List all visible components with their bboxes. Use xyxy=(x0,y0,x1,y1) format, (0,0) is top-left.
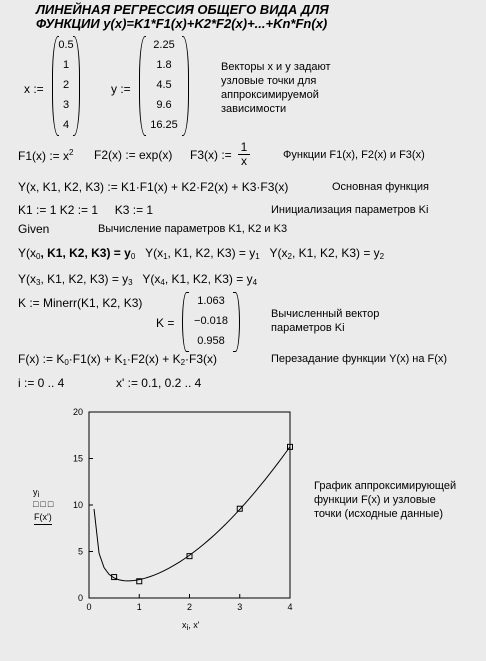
y-value: 4.5 xyxy=(156,79,172,91)
x-value: 4 xyxy=(62,119,70,131)
f3-definition: F3(x) := xyxy=(190,148,232,162)
y-tick-label: 20 xyxy=(72,407,83,417)
x-tick-label: 3 xyxy=(237,602,243,612)
x-tick-label: 2 xyxy=(186,602,193,612)
x-vector xyxy=(52,36,80,136)
plot-frame xyxy=(89,412,290,598)
y-value: 1.8 xyxy=(156,59,172,71)
y-vector xyxy=(139,36,189,136)
f2-definition: F2(x) := exp(x) xyxy=(94,148,173,162)
x-axis-label: $x_i$, x' xyxy=(182,620,200,632)
main-function-comment: Основная функция xyxy=(332,181,430,193)
range-i: i := 0 .. 4 xyxy=(18,376,65,390)
given-keyword: Given xyxy=(18,222,50,236)
y-value: 9.6 xyxy=(156,99,172,111)
k-value: 1.063 xyxy=(197,295,225,307)
main-function-definition: Y(x, K1, K2, K3) := K1·F1(x) + K2·F2(x) + K3·F3(x) xyxy=(18,180,289,194)
title-line-2: ФУНКЦИИ y(x)=K1*F1(x)+K2*F2(x)+...+Kn*Fn(x) xyxy=(36,16,328,31)
constraint-equations-row-1: $Y(x_0$, K1, K2, $K3) = y_0$ $Y(x_1$, K1, K2, $K3) = y_1$ $Y(x_2$, K1, K2, $K3) = y_2$ xyxy=(18,246,385,261)
x-value: 3 xyxy=(62,99,70,111)
x-value: 2 xyxy=(62,79,70,91)
k-result-label: K = xyxy=(156,316,175,330)
f1-definition: F1(x) := $x^2$ xyxy=(18,148,74,163)
parameters-init: K1 := 1 K2 := 1 K3 := 1 xyxy=(18,203,154,217)
y-axis-label-top: $y_i$ xyxy=(33,487,40,499)
x-assign-label: x := xyxy=(24,82,44,96)
y-tick-label: 5 xyxy=(77,546,83,557)
y-value: 16.25 xyxy=(150,119,178,131)
y-tick-label: 10 xyxy=(72,500,83,510)
graph-comment: График аппроксимирующей функции F(x) и узловые точки (исходные данные) xyxy=(314,480,457,520)
x-value: 1 xyxy=(62,59,70,71)
x-tick-label: 4 xyxy=(287,602,293,612)
functions-comment: Функции F1(x), F2(x) и F3(x) xyxy=(283,149,425,161)
init-comment: Инициализация параметров Ki xyxy=(271,204,429,216)
y-tick-label: 15 xyxy=(72,453,83,464)
y-axis-marker-legend: □□□ xyxy=(33,499,56,509)
f-redefinition: F(x) := $K_0\cdot F1(x) + K_1\cdot F2(x) + K_2\cdot F3(x)$ xyxy=(18,352,218,367)
title-line-1: ЛИНЕЙНАЯ РЕГРЕССИЯ ОБЩЕГО ВИДА ДЛЯ xyxy=(36,2,329,17)
x-value: 0.5 xyxy=(58,39,74,51)
x-tick-label: 1 xyxy=(136,602,142,612)
y-axis-label-bottom: F(x') xyxy=(34,512,52,525)
y-assign-label: y := xyxy=(111,82,131,96)
x-tick-label: 0 xyxy=(86,602,92,612)
k-value: 0.958 xyxy=(197,335,225,347)
k-value: −0.018 xyxy=(194,315,228,327)
minerr-assignment: K := Minerr(K1, K2, K3) xyxy=(18,296,143,310)
minerr-comment: Вычисленный вектор параметров Ki xyxy=(271,308,380,334)
y-value: 2.25 xyxy=(153,39,175,51)
redefine-comment: Перезадание функции Y(x) на F(x) xyxy=(271,353,448,365)
f3-fraction: $\frac{1}{x}$ xyxy=(238,141,250,168)
given-comment: Вычисление параметров K1, K2 и K3 xyxy=(98,223,288,235)
range-x-prime: x' := 0.1, 0.2 .. 4 xyxy=(116,376,202,390)
constraint-equations-row-2: $Y(x_3$, K1, K2, $K3) = y_3$ $Y(x_4$, K1, K2, $K3) = y_4$ xyxy=(18,272,258,287)
y-tick-label: 0 xyxy=(77,593,83,603)
vectors-comment: Векторы x и y задают узловые точки для аппроксимируемой зависимости xyxy=(221,61,331,115)
k-result-vector xyxy=(182,292,240,352)
